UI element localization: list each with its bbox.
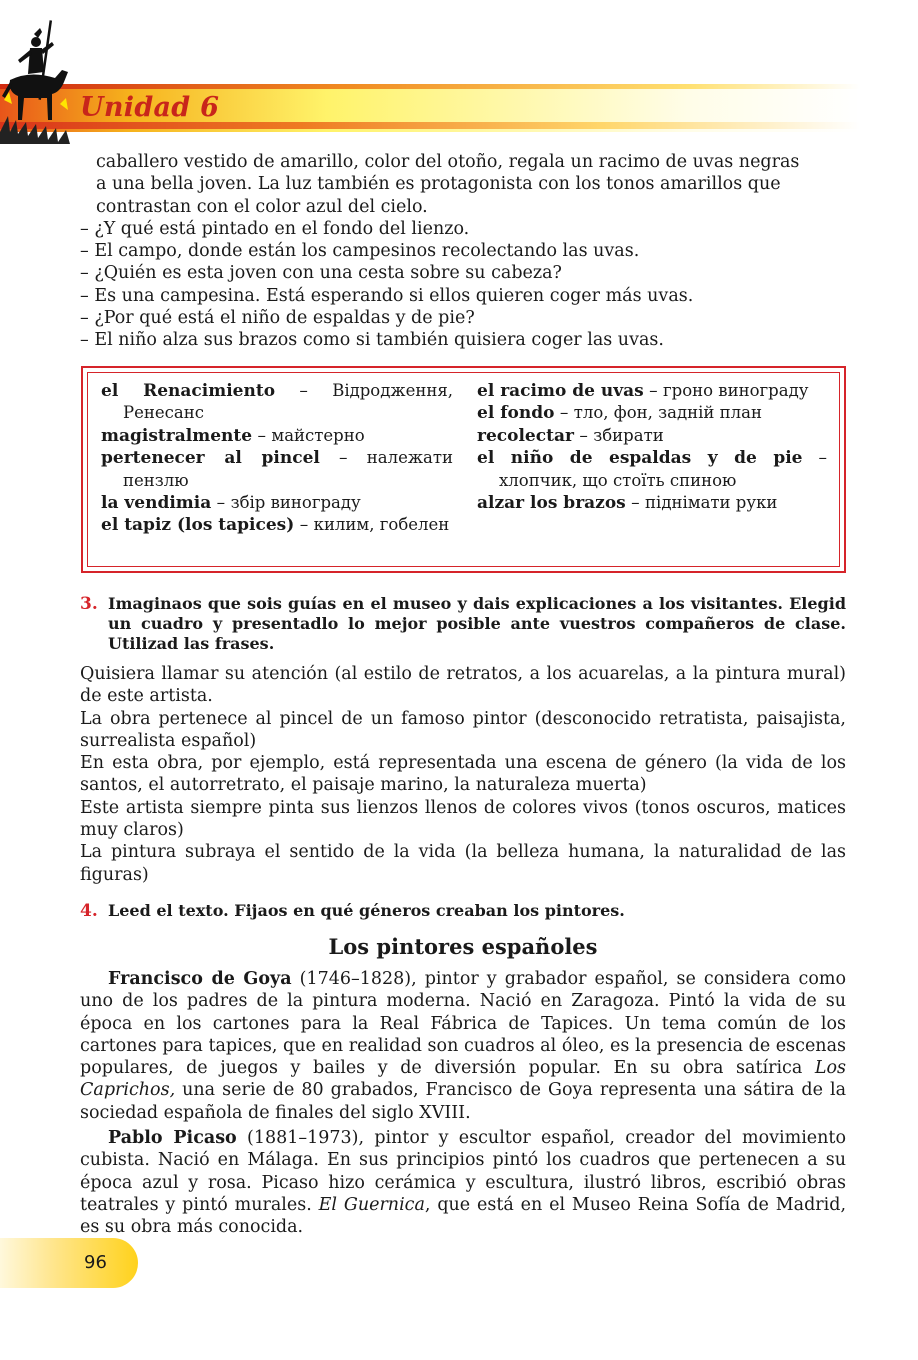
vocab-term: magistralmente xyxy=(101,425,253,446)
dialogue-line: – ¿Quién es esta joven con una cesta sobre su cabeza? xyxy=(80,263,562,284)
vocabulary-box xyxy=(81,366,846,573)
header-top-stripe xyxy=(0,84,860,89)
vocab-term: el tapiz (los tapices) xyxy=(101,515,295,536)
paragraph-text: , que está en el Museo Reina Sofía de Madrid, es su obra más conocida. xyxy=(80,1194,847,1238)
phrase: Este artista siempre pinta sus lienzos llenos de colores vivos (tonos oscuros, matices muy claros) xyxy=(80,797,846,841)
task-instruction: Imaginaos que sois guías en el museo y dais explicaciones a los visitantes. Elegid un cuadro y presentadlo lo mejor posible ante vuestros compañeros de clase. Utilizad las frases. xyxy=(108,594,846,653)
paragraph-line: contrastan con el color azul del cielo. xyxy=(96,196,428,217)
vocab-sep: – xyxy=(643,381,663,401)
page-number: 96 xyxy=(84,1252,107,1273)
vocab-entry xyxy=(101,425,453,447)
paragraph-text: (1746–1828), pintor y grabador español, se considera como uno de los padres de la pintura moderna. Nació en Zaragoza. Pintó la vida de su época en los cartones para la Real Fábrica de Tapices. Un tema común de los cartones para tapices, que en realidad son cuadros al óleo, es la presencia de escenas populares, de juegos y bailes y de diversión popular. En su obra satírica xyxy=(80,969,846,1079)
continuation-paragraph xyxy=(80,151,846,218)
paragraph-text: una serie de 80 grabados, Francisco de Goya representa una sátira de la sociedad española de finales del siglo XVIII. xyxy=(80,1080,846,1123)
painter-name: Pablo Picaso xyxy=(108,1128,237,1149)
task-4 xyxy=(80,901,846,921)
vocabulary-left-column xyxy=(101,380,453,537)
vocab-entry xyxy=(477,492,827,514)
vocab-translation: майстерно xyxy=(271,425,365,445)
paragraph-line: caballero vestido de amarillo, color del otoño, regala un racimo de uvas negras xyxy=(96,152,800,172)
dialogue-line: – El campo, donde están los campesinos recolectando las uvas. xyxy=(80,241,640,262)
phrase: En esta obra, por ejemplo, está representada una escena de género (la vida de los santos, el autorretrato, el paisaje marino, la naturaleza muerta) xyxy=(80,753,846,796)
vocab-term: el fondo xyxy=(477,403,555,424)
dialogue-line: – El niño alza sus brazos como si también quisiera coger las uvas. xyxy=(80,330,664,351)
vocab-sep: – xyxy=(625,493,646,514)
dialogue-line: – ¿Y qué está pintado en el fondo del lienzo. xyxy=(80,218,470,239)
picasso-paragraph xyxy=(80,1127,846,1238)
continuation-block xyxy=(80,151,846,352)
vocab-entry xyxy=(477,425,827,447)
vocab-entry xyxy=(101,447,453,492)
task-instruction: Leed el texto. Fijaos en qué géneros creaban los pintores. xyxy=(108,901,625,920)
vocab-entry xyxy=(101,492,453,514)
vocab-translation: тло, фон, задній план xyxy=(573,403,762,423)
page-number-badge xyxy=(0,1238,138,1288)
task-number: 4. xyxy=(80,901,98,921)
vocab-entry xyxy=(101,380,453,425)
work-title: El Guernica xyxy=(318,1194,425,1215)
vocab-term: el racimo de uvas xyxy=(477,381,644,401)
vocab-entry xyxy=(477,447,827,492)
vocab-translation: гроно винограду xyxy=(662,381,809,400)
reading-text xyxy=(80,968,846,1239)
vocab-term: alzar los brazos xyxy=(477,493,626,514)
vocab-sep: – xyxy=(275,381,333,401)
phrases-block xyxy=(80,663,846,886)
vocab-term: pertenecer al pincel xyxy=(101,448,320,469)
vocab-translation: Відродження, Ренесанс xyxy=(123,381,453,423)
vocab-term: el niño de espaldas y de pie xyxy=(477,448,803,469)
vocab-sep: – xyxy=(211,493,231,514)
vocab-translation: збирати xyxy=(593,425,664,445)
vocab-entry xyxy=(101,514,453,536)
task-number: 3. xyxy=(80,594,98,614)
vocab-term: el Renacimiento xyxy=(101,381,276,401)
dialogue-line: – Es una campesina. Está esperando si ellos quieren coger más uvas. xyxy=(80,285,694,306)
goya-paragraph xyxy=(80,968,846,1124)
header-bottom-stripe xyxy=(0,122,860,129)
vocab-sep: – xyxy=(252,425,272,446)
paragraph-text: (1881–1973), pintor y escultor español, creador del movimiento cubista. Nació en Málaga. En sus principios pintó los cuadros que pertenecen a su época azul y rosa. Picaso hizo cerámica y escultura, ilustró libros, escribió obras teatrales y pintó murales. xyxy=(80,1128,846,1215)
vocab-sep: – xyxy=(319,448,367,469)
dialogue-line: – ¿Por qué está el niño de espaldas y de pie? xyxy=(80,308,475,329)
vocab-translation: килим, гобелен xyxy=(313,515,450,535)
vocabulary-right-column xyxy=(477,380,827,514)
vocab-translation: піднімати руки xyxy=(645,493,778,513)
vocab-sep: – xyxy=(294,515,314,536)
vocab-term: recolectar xyxy=(477,425,574,446)
vocab-translation: хлопчик, що стоїть спиною xyxy=(499,470,737,490)
phrase: La pintura subraya el sentido de la vida (la belleza humana, la naturalidad de las figuras) xyxy=(80,842,846,885)
unit-title: Unidad 6 xyxy=(80,92,220,123)
vocab-sep: – xyxy=(802,448,828,469)
vocab-sep: – xyxy=(554,403,574,424)
don-quixote-silhouette-icon xyxy=(0,20,80,145)
vocab-sep: – xyxy=(573,425,594,446)
phrase: Quisiera llamar su atención (al estilo de retratos, a los acuarelas, a la pintura mural) de este artista. xyxy=(80,664,846,707)
vocab-entry xyxy=(477,380,827,402)
vocab-term: la vendimia xyxy=(101,493,212,514)
vocab-entry xyxy=(477,402,827,424)
vocab-translation: належати пензлю xyxy=(123,448,453,490)
phrase: La obra pertenece al pincel de un famoso pintor (desconocido retratista, paisajista, surrealista español) xyxy=(80,708,846,751)
task-3 xyxy=(80,594,846,654)
painter-name: Francisco de Goya xyxy=(108,969,292,989)
vocab-translation: збір винограду xyxy=(230,493,361,513)
work-title: Los Caprichos, xyxy=(80,1058,846,1101)
reading-title: Los pintores españoles xyxy=(328,934,598,959)
paragraph-line: a una bella joven. La luz también es protagonista con los tonos amarillos que xyxy=(96,174,781,195)
